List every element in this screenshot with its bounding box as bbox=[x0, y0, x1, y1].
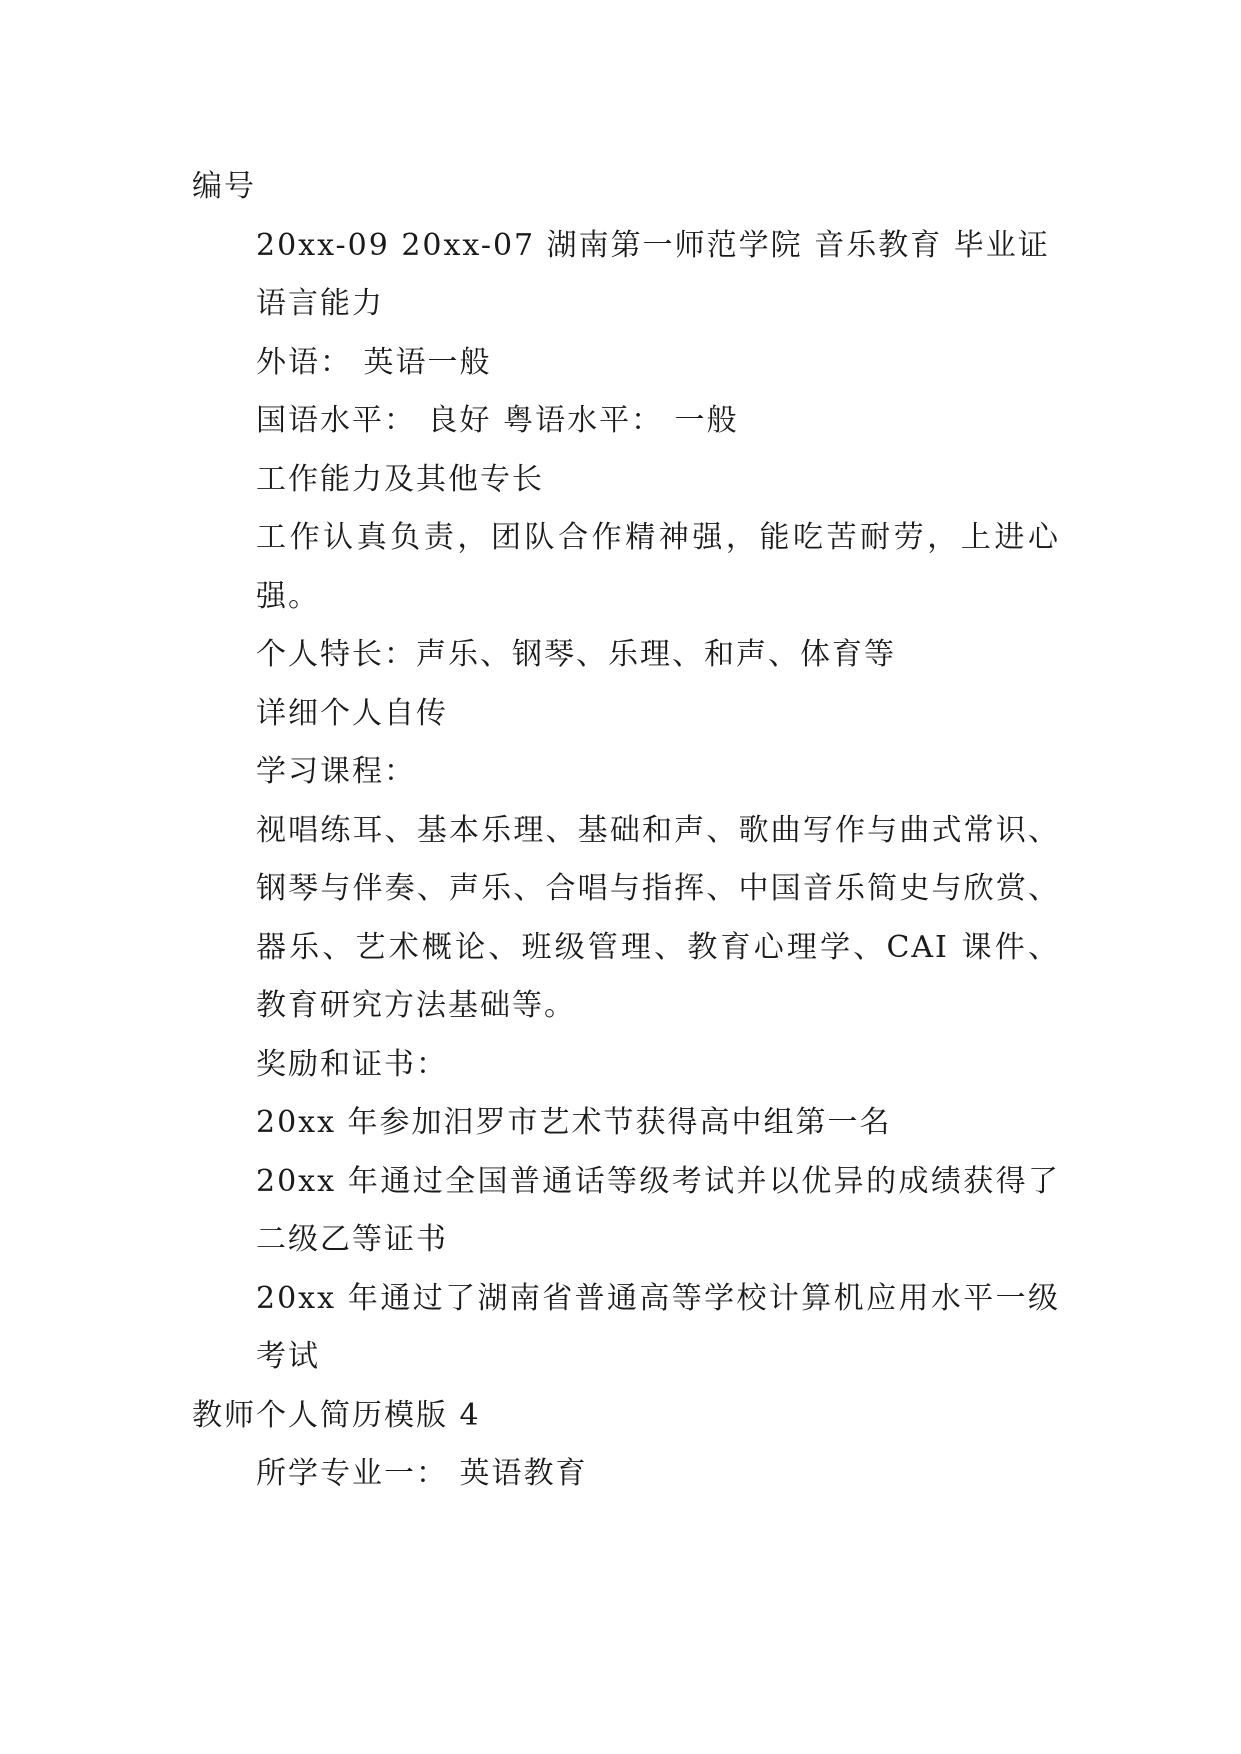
section-heading-skills: 工作能力及其他专长 bbox=[256, 461, 544, 497]
major-line: 所学专业一： 英语教育 bbox=[256, 1456, 588, 1491]
award-item: 20xx 年通过全国普通话等级考试并以优异的成绩获得了二级乙等证书 bbox=[256, 1163, 1060, 1257]
award-item: 20xx 年参加汨罗市艺术节获得高中组第一名 bbox=[256, 1105, 892, 1140]
education-entry: 20xx-09 20xx-07 湖南第一师范学院 音乐教育 毕业证 bbox=[256, 227, 1050, 263]
foreign-language-line: 外语： 英语一般 bbox=[256, 344, 492, 380]
section-heading-autobiography: 详细个人自传 bbox=[256, 695, 448, 731]
award-item: 20xx 年通过了湖南省普通高等学校计算机应用水平一级考试 bbox=[256, 1280, 1060, 1374]
personal-specialties-line: 个人特长：声乐、钢琴、乐理、和声、体育等 bbox=[256, 637, 896, 672]
document-body bbox=[192, 158, 1060, 1504]
resume-template-title: 教师个人简历模版 4 bbox=[192, 1397, 481, 1433]
courses-paragraph: 视唱练耳、基本乐理、基础和声、歌曲写作与曲式常识、钢琴与伴奏、声乐、合唱与指挥、中国音乐简史与欣赏、器乐、艺术概论、班级管理、教育心理学、CAI 课件、教育研究方法基础等。 bbox=[256, 812, 1060, 1023]
section-heading-language: 语言能力 bbox=[256, 286, 384, 321]
label-number: 编号 bbox=[192, 169, 256, 204]
awards-heading: 奖励和证书： bbox=[256, 1046, 448, 1082]
work-attitude-paragraph: 工作认真负责，团队合作精神强，能吃苦耐劳，上进心强。 bbox=[256, 520, 1060, 614]
dialect-level-line: 国语水平： 良好 粤语水平： 一般 bbox=[256, 403, 739, 438]
courses-heading: 学习课程： bbox=[256, 754, 416, 789]
